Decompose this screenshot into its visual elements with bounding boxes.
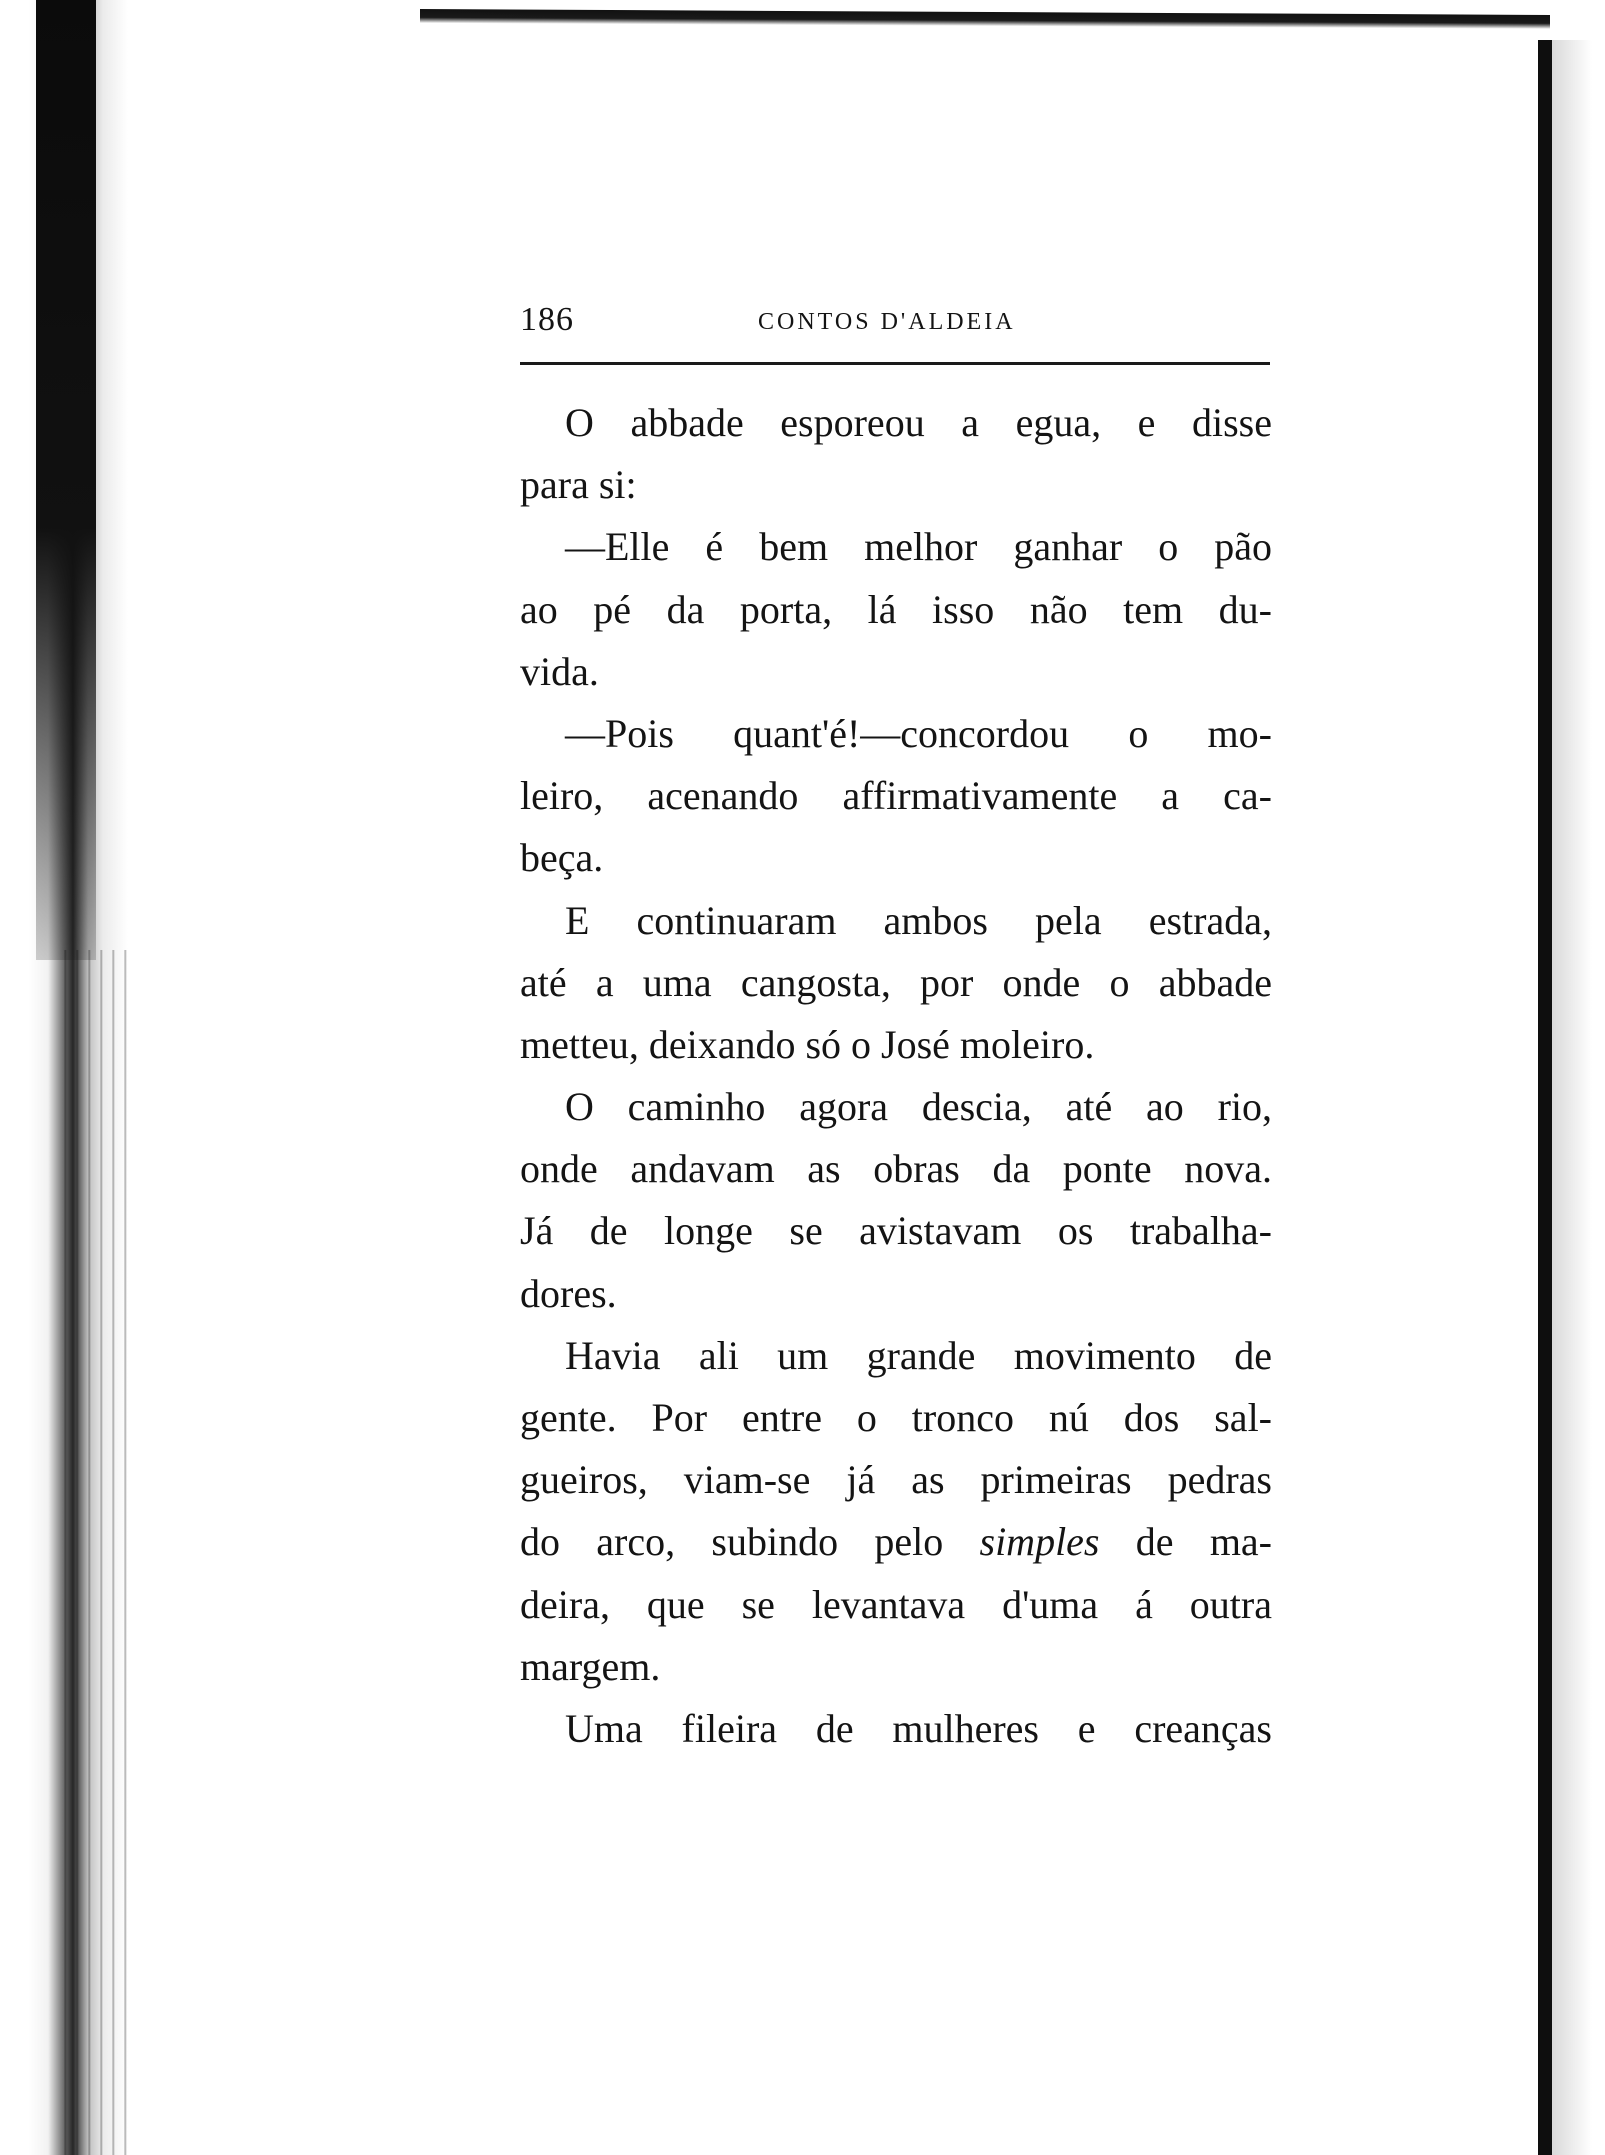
header-rule [520, 362, 1270, 365]
text-line: ao pé da porta, lá isso não tem du- [520, 586, 1272, 632]
italic-term: simples [979, 1519, 1100, 1565]
text-line: —Pois quant'é!—concordou o mo- [565, 710, 1272, 756]
text-line: Uma fileira de mulheres e creanças [565, 1705, 1272, 1751]
text-line: margem. [520, 1643, 661, 1689]
text-line: Já de longe se avistavam os trabalha- [520, 1208, 1272, 1254]
scan-shadow-right [1552, 40, 1592, 2155]
text-line: O caminho agora descia, até ao rio, [565, 1084, 1272, 1130]
text-line: E continuaram ambos pela estrada, [565, 897, 1272, 943]
text-line: vida. [520, 648, 599, 694]
text-line: dores. [520, 1270, 617, 1316]
text-line: deira, que se levantava d'uma á outra [520, 1581, 1272, 1627]
text-segment: do arco, subindo pelo [520, 1519, 944, 1565]
scan-edge-right [1538, 40, 1552, 2155]
text-line: O abbade esporeou a egua, e disse [565, 400, 1272, 445]
text-line: beça. [520, 835, 604, 881]
text-line: gente. Por entre o tronco nú dos sal- [520, 1395, 1272, 1440]
text-line: —Elle é bem melhor ganhar o pão [565, 524, 1272, 570]
scan-binding-shadow [36, 0, 96, 960]
text-line: onde andavam as obras da ponte nova. [520, 1146, 1272, 1192]
text-line: Havia ali um grande movimento de [565, 1332, 1272, 1378]
text-line: até a uma cangosta, por onde o abbade [520, 959, 1272, 1005]
text-segment: de ma- [1135, 1519, 1273, 1565]
text-line: para si: [520, 462, 637, 508]
scan-streaks [55, 950, 135, 2155]
page-number: 186 [520, 301, 574, 338]
running-title: CONTOS D'ALDEIA [758, 309, 1016, 335]
running-head [520, 298, 1270, 348]
scan-edge-top [420, 9, 1550, 29]
text-line: gueiros, viam-se já as primeiras pedras [520, 1457, 1272, 1503]
text-line: leiro, acenando affirmativamente a ca- [520, 773, 1272, 819]
text-line: metteu, deixando só o José moleiro. [520, 1021, 1095, 1067]
body-text [520, 392, 1272, 1760]
text-line-mixed [520, 1511, 1272, 1573]
